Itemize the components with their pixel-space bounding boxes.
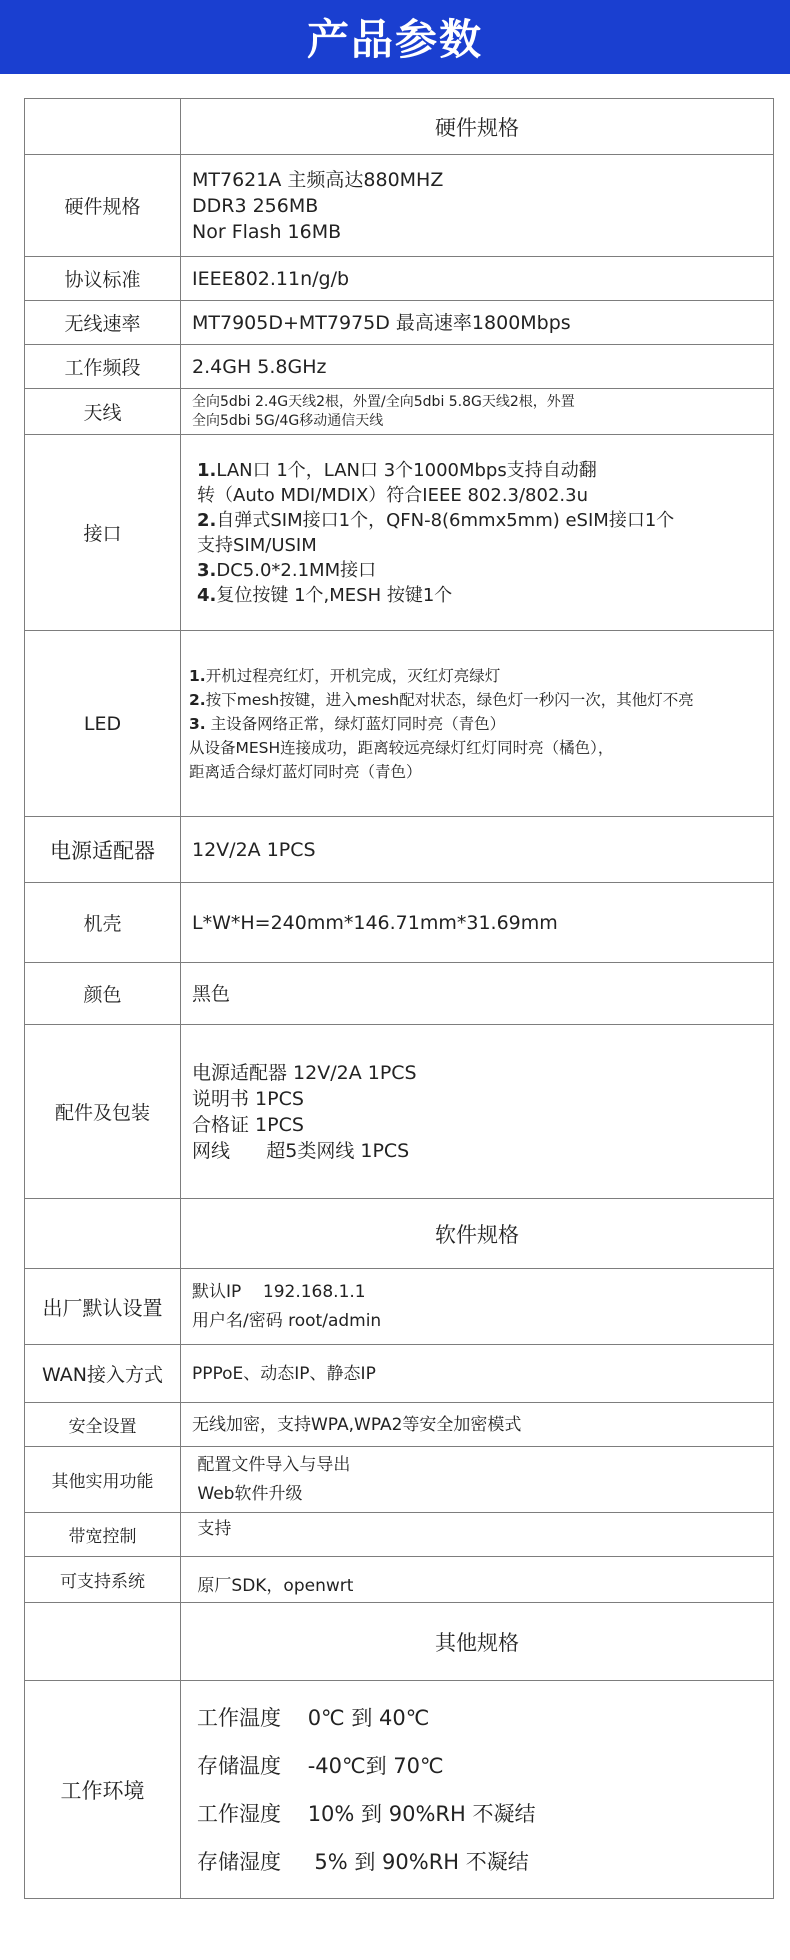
spec-line: 配置文件导入与导出 xyxy=(192,1454,351,1475)
spec-line: 从设备MESH连接成功，距离较远亮绿灯红灯同时亮（橘色）， xyxy=(189,738,614,757)
spec-row-case xyxy=(25,883,774,963)
spec-line: 2.按下mesh按键，进入mesh配对状态，绿色灯一秒闪一次，其他灯不亮 xyxy=(189,690,694,709)
spec-line: 1.开机过程亮红灯，开机完成，灭红灯亮绿灯 xyxy=(189,666,501,685)
spec-label: 无线速率 xyxy=(25,301,181,345)
spec-value xyxy=(181,389,774,435)
spec-row-systems xyxy=(25,1557,774,1603)
spec-label: 接口 xyxy=(25,435,181,631)
spec-label: 可支持系统 xyxy=(25,1557,181,1603)
spec-line: 用户名/密码 root/admin xyxy=(192,1310,382,1331)
spec-line: 2.自弹式SIM接口1个，QFN-8(6mmx5mm) eSIM接口1个 xyxy=(197,509,675,531)
spec-value xyxy=(181,631,774,817)
spec-label: 协议标准 xyxy=(25,257,181,301)
spec-value: IEEE802.11n/g/b xyxy=(181,257,774,301)
spec-value xyxy=(181,1025,774,1199)
section-header-other: 其他规格 xyxy=(181,1603,774,1681)
spec-line: 1.LAN口 1个，LAN口 3个1000Mbps支持自动翻 xyxy=(197,459,597,481)
spec-row-band xyxy=(25,345,774,389)
spec-value: 黑色 xyxy=(181,963,774,1025)
empty-cell xyxy=(25,1199,181,1269)
spec-line: DDR3 256MB xyxy=(192,194,319,217)
spec-value: 无线加密，支持WPA,WPA2等安全加密模式 xyxy=(181,1403,774,1447)
spec-row-protocol xyxy=(25,257,774,301)
empty-cell xyxy=(25,1603,181,1681)
spec-value: 原厂SDK，openwrt xyxy=(181,1557,774,1603)
spec-line: 转（Auto MDI/MDIX）符合IEEE 802.3/802.3u xyxy=(197,484,588,506)
spec-row-interface xyxy=(25,435,774,631)
spec-line: 距离适合绿灯蓝灯同时亮（青色） xyxy=(189,762,422,781)
spec-line: 全向5dbi 2.4G天线2根，外置/全向5dbi 5.8G天线2根，外置 xyxy=(192,393,575,410)
spec-row-accessories xyxy=(25,1025,774,1199)
spec-value: 12V/2A 1PCS xyxy=(181,817,774,883)
spec-value xyxy=(181,1269,774,1345)
spec-line: 存储温度 -40℃到 70℃ xyxy=(197,1753,444,1778)
spec-value: 2.4GH 5.8GHz xyxy=(181,345,774,389)
spec-label: LED xyxy=(25,631,181,817)
section-row-software xyxy=(25,1199,774,1269)
spec-label: 安全设置 xyxy=(25,1403,181,1447)
section-header-hardware: 硬件规格 xyxy=(181,99,774,155)
spec-line: MT7621A 主频高达880MHZ xyxy=(192,168,444,191)
spec-row-security xyxy=(25,1403,774,1447)
spec-row-environment xyxy=(25,1681,774,1899)
spec-line: 3.DC5.0*2.1MM接口 xyxy=(197,559,377,581)
spec-value xyxy=(181,435,774,631)
spec-value xyxy=(181,155,774,257)
spec-line: 网线 超5类网线 1PCS xyxy=(192,1139,410,1162)
spec-line: 说明书 1PCS xyxy=(192,1087,304,1110)
spec-value xyxy=(181,1681,774,1899)
spec-label: 机壳 xyxy=(25,883,181,963)
spec-label: 电源适配器 xyxy=(25,817,181,883)
spec-row-hardware xyxy=(25,155,774,257)
spec-label: 出厂默认设置 xyxy=(25,1269,181,1345)
spec-value: 支持 xyxy=(181,1513,774,1557)
spec-label: 颜色 xyxy=(25,963,181,1025)
spec-line: 工作温度 0℃ 到 40℃ xyxy=(197,1705,430,1730)
spec-row-led xyxy=(25,631,774,817)
spec-line: Nor Flash 16MB xyxy=(192,220,342,243)
spec-line: 默认IP 192.168.1.1 xyxy=(192,1281,366,1302)
spec-label: 带宽控制 xyxy=(25,1513,181,1557)
spec-row-wireless xyxy=(25,301,774,345)
spec-line: 全向5dbi 5G/4G移动通信天线 xyxy=(192,412,384,429)
spec-line: 3. 主设备网络正常，绿灯蓝灯同时亮（青色） xyxy=(189,714,506,733)
spec-row-wan xyxy=(25,1345,774,1403)
spec-value xyxy=(181,1447,774,1513)
spec-label: 其他实用功能 xyxy=(25,1447,181,1513)
spec-label: 工作频段 xyxy=(25,345,181,389)
spec-line: 4.复位按键 1个,MESH 按键1个 xyxy=(197,584,453,606)
spec-row-default xyxy=(25,1269,774,1345)
spec-label: 配件及包装 xyxy=(25,1025,181,1199)
spec-value: MT7905D+MT7975D 最高速率1800Mbps xyxy=(181,301,774,345)
spec-line: 电源适配器 12V/2A 1PCS xyxy=(192,1061,417,1084)
spec-label: 天线 xyxy=(25,389,181,435)
spec-row-power xyxy=(25,817,774,883)
spec-row-bandwidth xyxy=(25,1513,774,1557)
spec-line: 存储湿度 5% 到 90%RH 不凝结 xyxy=(197,1849,529,1874)
spec-table xyxy=(24,98,774,1899)
page-title: 产品参数 xyxy=(306,15,483,64)
section-row-other xyxy=(25,1603,774,1681)
spec-line: 工作湿度 10% 到 90%RH 不凝结 xyxy=(197,1801,536,1826)
spec-line: Web软件升级 xyxy=(192,1483,303,1504)
section-header-software: 软件规格 xyxy=(181,1199,774,1269)
spec-row-antenna xyxy=(25,389,774,435)
spec-label: WAN接入方式 xyxy=(25,1345,181,1403)
spec-line: 支持SIM/USIM xyxy=(197,534,317,556)
spec-value: PPPoE、动态IP、静态IP xyxy=(181,1345,774,1403)
section-row-hardware xyxy=(25,99,774,155)
spec-value: L*W*H=240mm*146.71mm*31.69mm xyxy=(181,883,774,963)
spec-row-color xyxy=(25,963,774,1025)
page-banner xyxy=(0,0,790,74)
spec-line: 合格证 1PCS xyxy=(192,1113,304,1136)
empty-cell xyxy=(25,99,181,155)
spec-label: 工作环境 xyxy=(25,1681,181,1899)
spec-row-other-functions xyxy=(25,1447,774,1513)
spec-label: 硬件规格 xyxy=(25,155,181,257)
